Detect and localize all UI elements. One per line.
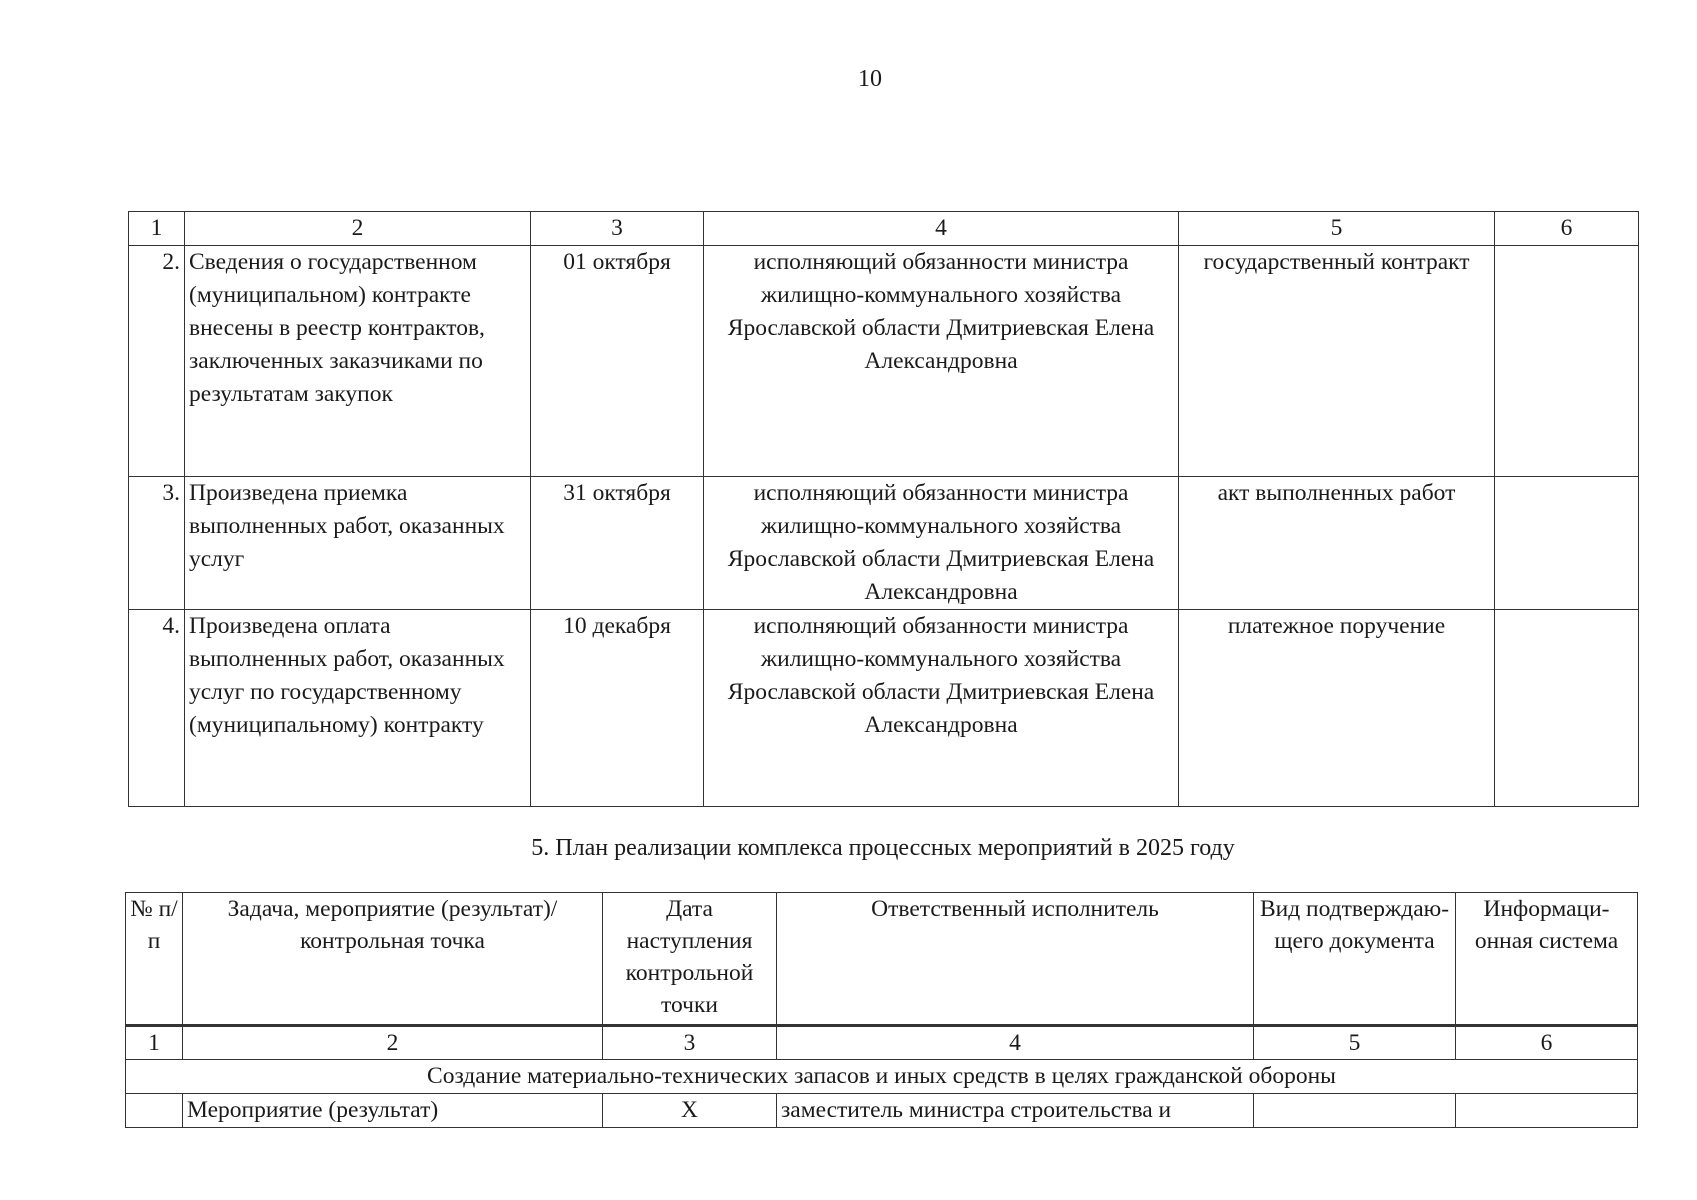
task-cell: Произведена приемка выполненных работ, оказанных услуг (185, 477, 531, 610)
column-header-document: Вид подтверждаю-щего документа (1254, 893, 1456, 1026)
column-number: 3 (603, 1026, 777, 1060)
document-cell: государственный контракт (1179, 246, 1495, 477)
responsible-cell: исполняющий обязанности министра жилищно-коммунального хозяйства Ярославской области Дмитриевская Елена Александровна (704, 477, 1179, 610)
column-header-number: № п/п (126, 893, 183, 1026)
responsible-cell: заместитель министра строительства и (777, 1094, 1254, 1128)
section-title: Создание материально-технических запасов и иных средств в целях гражданской обороны (126, 1060, 1638, 1094)
system-cell (1495, 477, 1639, 610)
section-heading: 5. План реализации комплекса процессных мероприятий в 2025 году (531, 835, 1235, 861)
date-cell: 31 октября (531, 477, 704, 610)
column-number: 5 (1179, 212, 1495, 246)
column-header-date: Дата наступления контрольной точки (603, 893, 777, 1026)
plan-table (125, 892, 1638, 1128)
column-number: 2 (185, 212, 531, 246)
column-number-row (126, 1026, 1638, 1060)
date-cell: 01 октября (531, 246, 704, 477)
section-row (126, 1060, 1638, 1094)
column-number: 4 (777, 1026, 1254, 1060)
system-cell (1495, 246, 1639, 477)
column-number: 6 (1456, 1026, 1638, 1060)
table-row (126, 1094, 1638, 1128)
row-number (126, 1094, 183, 1128)
column-number-row (129, 212, 1639, 246)
task-cell: Произведена оплата выполненных работ, оказанных услуг по государственному (муниципальному) контракту (185, 610, 531, 807)
table-row (129, 610, 1639, 807)
date-cell: 10 декабря (531, 610, 704, 807)
column-number: 1 (129, 212, 185, 246)
activities-table-continued (128, 211, 1639, 807)
row-number: 3. (129, 477, 185, 610)
task-cell: Сведения о государственном (муниципальном) контракте внесены в реестр контрактов, заключенных заказчиками по результатам закупок (185, 246, 531, 477)
column-header-responsible: Ответственный исполнитель (777, 893, 1254, 1026)
responsible-cell: исполняющий обязанности министра жилищно-коммунального хозяйства Ярославской области Дмитриевская Елена Александровна (704, 610, 1179, 807)
page-number: 10 (858, 66, 882, 92)
document-cell: акт выполненных работ (1179, 477, 1495, 610)
document-cell: платежное поручение (1179, 610, 1495, 807)
task-cell: Мероприятие (результат) (183, 1094, 603, 1128)
column-number: 1 (126, 1026, 183, 1060)
document-cell (1254, 1094, 1456, 1128)
column-number: 3 (531, 212, 704, 246)
column-number: 6 (1495, 212, 1639, 246)
column-header-system: Информаци-онная система (1456, 893, 1638, 1026)
table-row (129, 477, 1639, 610)
column-number: 4 (704, 212, 1179, 246)
column-header-task: Задача, мероприятие (результат)/ контрольная точка (183, 893, 603, 1026)
column-number: 2 (183, 1026, 603, 1060)
row-number: 2. (129, 246, 185, 477)
system-cell (1495, 610, 1639, 807)
table-row (129, 246, 1639, 477)
header-row (126, 893, 1638, 1026)
system-cell (1456, 1094, 1638, 1128)
date-cell: Х (603, 1094, 777, 1128)
column-number: 5 (1254, 1026, 1456, 1060)
row-number: 4. (129, 610, 185, 807)
responsible-cell: исполняющий обязанности министра жилищно-коммунального хозяйства Ярославской области Дмитриевская Елена Александровна (704, 246, 1179, 477)
